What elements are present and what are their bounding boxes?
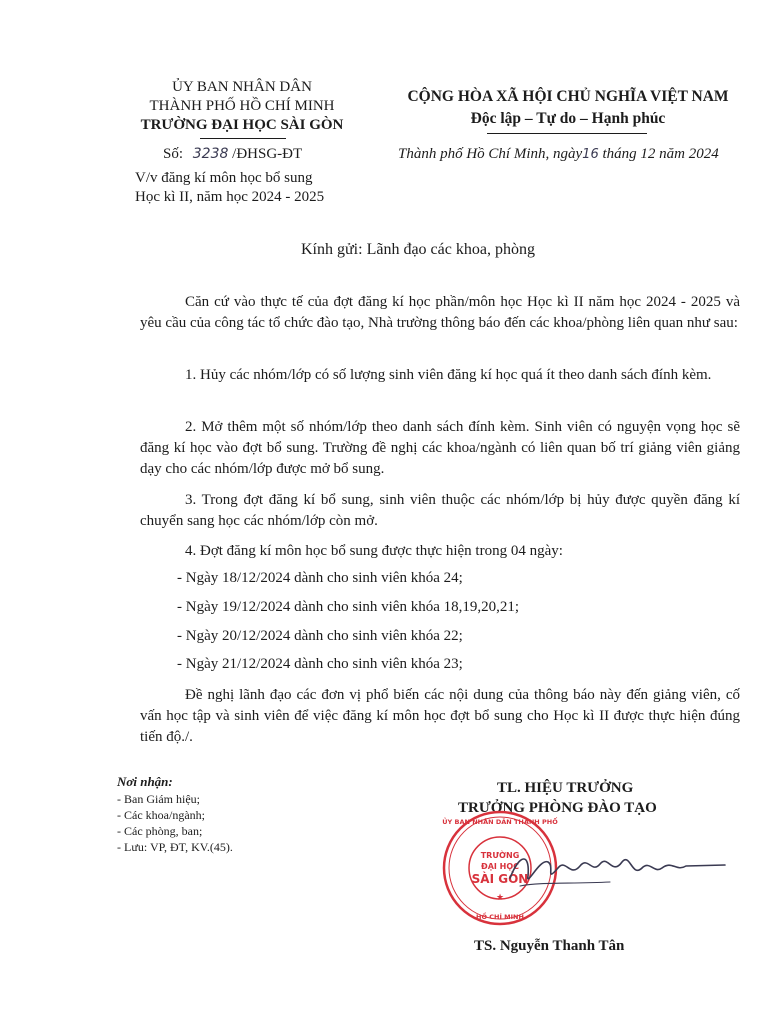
paragraph-item3	[140, 490, 740, 532]
paragraph-intro-text: Căn cứ vào thực tế của đợt đăng kí học phần/môn học Học kì II năm học 2024 - 2025 và yêu cầu của công tác tổ chức đào tạo, Nhà trường thông báo đến các khoa/phòng liên quan như sau:	[140, 294, 740, 331]
schedule-item: - Ngày 18/12/2024 dành cho sinh viên khóa 24;	[177, 570, 463, 586]
issue-date-day: 16	[582, 147, 599, 162]
paragraph-item2	[140, 417, 740, 480]
issue-date-suffix: tháng 12 năm 2024	[602, 146, 719, 162]
issue-date	[398, 146, 719, 163]
recipient-item: - Các khoa/ngành;	[117, 808, 205, 822]
schedule-item: - Ngày 20/12/2024 dành cho sinh viên khóa 22;	[177, 628, 463, 644]
issuer-line1: ỦY BAN NHÂN DÂN	[172, 79, 312, 95]
motto-underline	[487, 133, 647, 134]
issuer-school: TRƯỜNG ĐẠI HỌC SÀI GÒN	[140, 117, 344, 133]
paragraph-item1-text: 1. Hủy các nhóm/lớp có số lượng sinh viên đăng kí học quá ít theo danh sách đính kèm.	[185, 367, 712, 383]
paragraph-item3-text: 3. Trong đợt đăng kí bổ sung, sinh viên thuộc các nhóm/lớp bị hủy được quyền đăng kí chuyển sang học các nhóm/lớp còn mở.	[140, 492, 740, 529]
schedule-item: - Ngày 21/12/2024 dành cho sinh viên khóa 23;	[177, 656, 463, 672]
paragraph-intro	[140, 292, 740, 334]
subject-line1: V/v đăng kí môn học bổ sung	[135, 170, 313, 186]
recipient-item: - Ban Giám hiệu;	[117, 792, 200, 806]
issue-date-prefix: Thành phố Hồ Chí Minh, ngày	[398, 146, 583, 162]
document-number-label: Số:	[163, 146, 184, 162]
recipient-item: - Các phòng, ban;	[117, 824, 203, 838]
svg-text:★: ★	[495, 893, 505, 903]
schedule-item: - Ngày 19/12/2024 dành cho sinh viên khóa 18,19,20,21;	[177, 599, 520, 615]
paragraph-item1	[140, 365, 740, 386]
national-motto: Độc lập – Tự do – Hạnh phúc	[470, 110, 666, 127]
country-name: CỘNG HÒA XÃ HỘI CHỦ NGHĨA VIỆT NAM	[407, 88, 729, 105]
recipient-item: - Lưu: VP, ĐT, KV.(45).	[117, 840, 233, 854]
issuer-underline	[200, 138, 286, 140]
paragraph-item2-text: 2. Mở thêm một số nhóm/lớp theo danh sách đính kèm. Sinh viên có nguyện vọng học sẽ đăng kí học vào đợt bổ sung. Trường đề nghị các khoa/ngành có liên quan bố trí giảng viên giảng dạy cho các nhóm/lớp được mở bổ sung.	[140, 419, 740, 477]
recipients-title: Nơi nhận:	[117, 774, 173, 789]
subject-line2: Học kì II, năm học 2024 - 2025	[135, 189, 325, 205]
salutation: Kính gửi: Lãnh đạo các khoa, phòng	[301, 241, 535, 258]
issuer-line2: THÀNH PHỐ HỒ CHÍ MINH	[149, 98, 335, 114]
document-number-handwritten: 3238	[192, 146, 229, 162]
svg-text:ĐẠI HỌC: ĐẠI HỌC	[480, 862, 520, 871]
paragraph-item4	[140, 541, 740, 562]
signature-title-line2: TRƯỞNG PHÒNG ĐÀO TẠO	[458, 800, 657, 816]
document-number	[163, 144, 302, 165]
signer-name: TS. Nguyễn Thanh Tân	[474, 938, 625, 954]
paragraph-closing	[140, 685, 740, 748]
svg-text:SÀI GÒN: SÀI GÒN	[471, 872, 529, 886]
paragraph-item4-text: 4. Đợt đăng kí môn học bổ sung được thực hiện trong 04 ngày:	[185, 543, 563, 559]
svg-text:HỒ CHÍ MINH: HỒ CHÍ MINH	[476, 913, 524, 921]
signature-title-line1: TL. HIỆU TRƯỞNG	[497, 780, 634, 796]
svg-text:TRƯỜNG: TRƯỜNG	[480, 851, 520, 860]
paragraph-closing-text: Đề nghị lãnh đạo các đơn vị phổ biến các nội dung của thông báo này đến giảng viên, cố vấn học tập và sinh viên để việc đăng kí môn học đợt bổ sung cho Học kì II được thực hiện đúng tiến độ./.	[140, 687, 740, 745]
handwritten-signature	[500, 838, 730, 908]
svg-text:ỦY BAN NHÂN DÂN THÀNH PHỐ: ỦY BAN NHÂN DÂN THÀNH PHỐ	[442, 818, 558, 826]
document-number-suffix: /ĐHSG-ĐT	[232, 146, 303, 162]
